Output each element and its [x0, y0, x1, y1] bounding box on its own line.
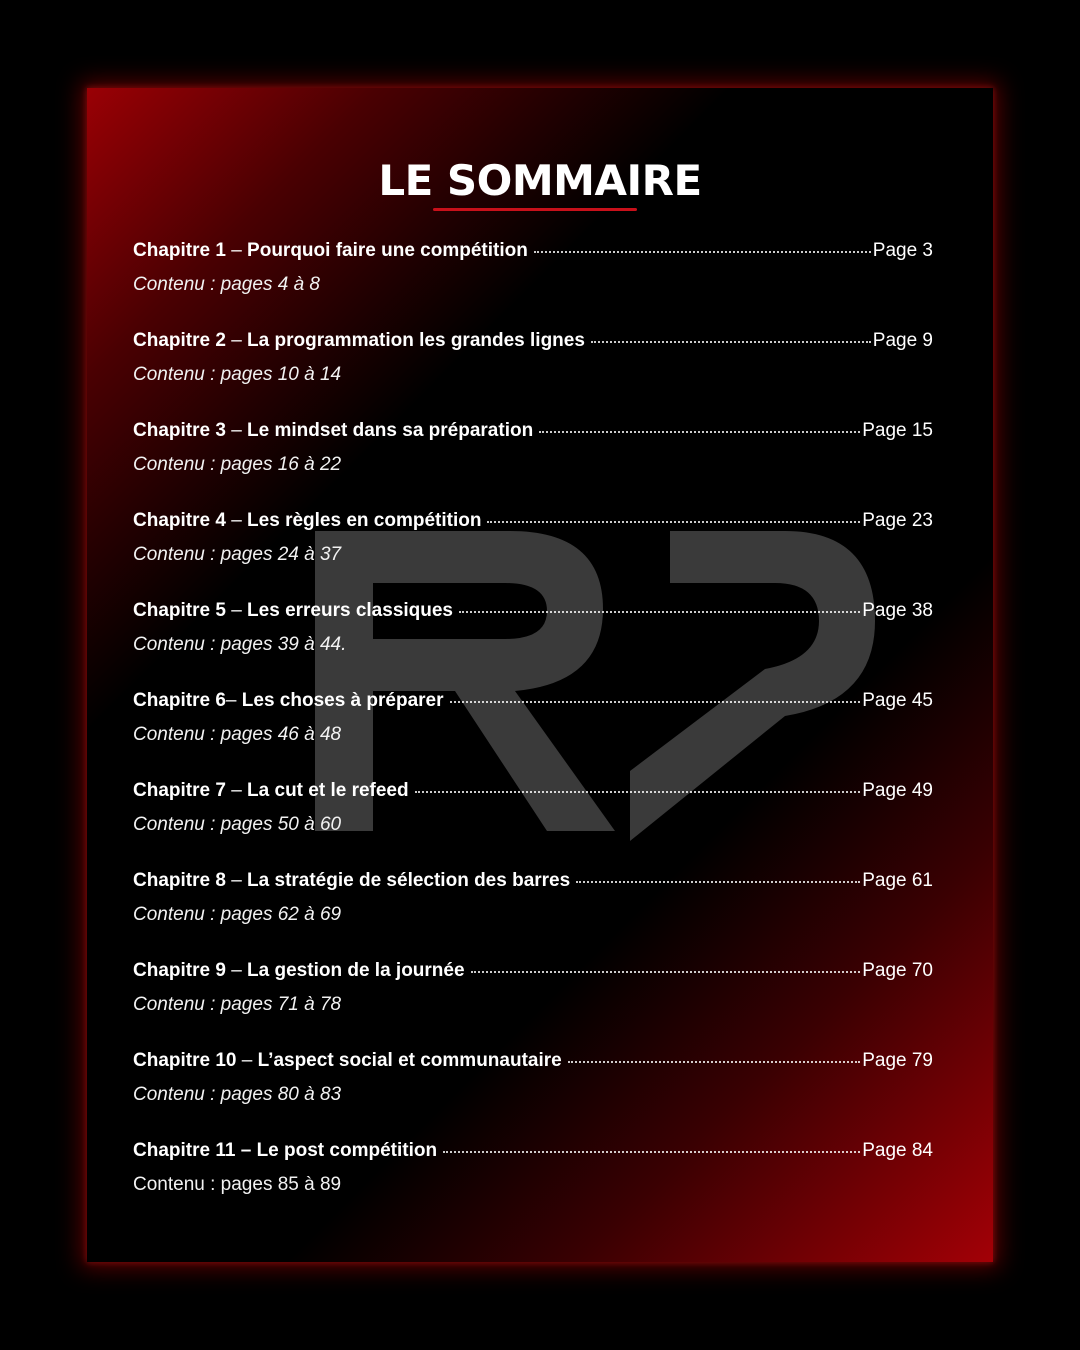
chapter-page: Page 38	[862, 600, 933, 621]
dot-leader	[539, 431, 860, 433]
chapter-page: Page 61	[862, 870, 933, 891]
chapter-page: Page 84	[862, 1140, 933, 1161]
toc-entry[interactable]	[133, 690, 933, 780]
summary-card	[87, 88, 993, 1262]
toc-entry[interactable]	[133, 1050, 933, 1140]
chapter-number: Chapitre 10	[133, 1050, 237, 1071]
chapter-content-range: Contenu : pages 10 à 14	[133, 364, 342, 385]
chapter-content-range: Contenu : pages 85 à 89	[133, 1174, 342, 1195]
chapter-title: La cut et le refeed	[247, 780, 409, 801]
chapter-title: Le post compétition	[256, 1140, 438, 1161]
chapter-title: L’aspect social et communautaire	[257, 1050, 562, 1071]
toc-entry[interactable]	[133, 420, 933, 510]
chapter-page: Page 70	[862, 960, 933, 981]
chapter-content-range: Contenu : pages 62 à 69	[133, 904, 342, 925]
chapter-title: La gestion de la journée	[247, 960, 465, 981]
toc-entry[interactable]	[133, 330, 933, 420]
chapter-number: Chapitre 11	[133, 1140, 236, 1161]
chapter-separator: –	[225, 420, 248, 441]
table-of-contents	[133, 240, 933, 1230]
chapter-content-range: Contenu : pages 46 à 48	[133, 724, 342, 745]
toc-entry[interactable]	[133, 600, 933, 690]
dot-leader	[487, 521, 860, 523]
chapter-number: Chapitre 5	[133, 600, 226, 621]
dot-leader	[576, 881, 860, 883]
chapter-number: Chapitre 9	[133, 960, 226, 981]
chapter-content-range: Contenu : pages 39 à 44.	[133, 634, 347, 655]
title-underline	[433, 208, 637, 211]
dot-leader	[443, 1151, 860, 1153]
chapter-separator: –	[236, 1050, 258, 1071]
dot-leader	[459, 611, 860, 613]
chapter-page: Page 9	[872, 330, 933, 351]
chapter-content-range: Contenu : pages 80 à 83	[133, 1084, 342, 1105]
chapter-title: Pourquoi faire une compétition	[247, 240, 528, 261]
toc-entry[interactable]	[133, 870, 933, 960]
chapter-page: Page 45	[862, 690, 933, 711]
chapter-number: Chapitre 4	[133, 510, 226, 531]
chapter-number: Chapitre 6	[133, 690, 226, 711]
chapter-title: La programmation les grandes lignes	[247, 330, 585, 351]
dot-leader	[568, 1061, 860, 1063]
dot-leader	[450, 701, 861, 703]
chapter-page: Page 79	[862, 1050, 933, 1071]
dot-leader	[415, 791, 861, 793]
chapter-content-range: Contenu : pages 50 à 60	[133, 814, 342, 835]
chapter-page: Page 23	[862, 510, 933, 531]
chapter-content-range: Contenu : pages 4 à 8	[133, 274, 320, 295]
chapter-number: Chapitre 1	[133, 240, 226, 261]
chapter-separator: –	[225, 330, 248, 351]
chapter-content-range: Contenu : pages 24 à 37	[133, 544, 342, 565]
chapter-title: Les erreurs classiques	[247, 600, 454, 621]
toc-entry[interactable]	[133, 240, 933, 330]
dot-leader	[591, 341, 871, 343]
chapter-number: Chapitre 3	[133, 420, 226, 441]
chapter-separator: –	[225, 960, 248, 981]
chapter-separator: –	[235, 1140, 257, 1161]
chapter-number: Chapitre 7	[133, 780, 226, 801]
page-title: LE SOMMAIRE	[378, 156, 702, 205]
chapter-number: Chapitre 2	[133, 330, 226, 351]
chapter-page: Page 15	[862, 420, 933, 441]
dot-leader	[534, 251, 871, 253]
chapter-separator: –	[225, 240, 248, 261]
chapter-title: Les choses à préparer	[241, 690, 444, 711]
dot-leader	[471, 971, 861, 973]
chapter-separator: –	[225, 510, 248, 531]
chapter-separator: –	[225, 600, 248, 621]
chapter-number: Chapitre 8	[133, 870, 226, 891]
chapter-page: Page 3	[872, 240, 933, 261]
chapter-separator: –	[225, 690, 242, 711]
chapter-content-range: Contenu : pages 16 à 22	[133, 454, 342, 475]
toc-entry[interactable]	[133, 510, 933, 600]
toc-entry[interactable]	[133, 1140, 933, 1230]
chapter-separator: –	[225, 780, 248, 801]
chapter-title: Les règles en compétition	[247, 510, 482, 531]
chapter-page: Page 49	[862, 780, 933, 801]
chapter-content-range: Contenu : pages 71 à 78	[133, 994, 342, 1015]
toc-entry[interactable]	[133, 960, 933, 1050]
toc-entry[interactable]	[133, 780, 933, 870]
chapter-title: Le mindset dans sa préparation	[247, 420, 534, 441]
chapter-title: La stratégie de sélection des barres	[247, 870, 571, 891]
chapter-separator: –	[225, 870, 248, 891]
